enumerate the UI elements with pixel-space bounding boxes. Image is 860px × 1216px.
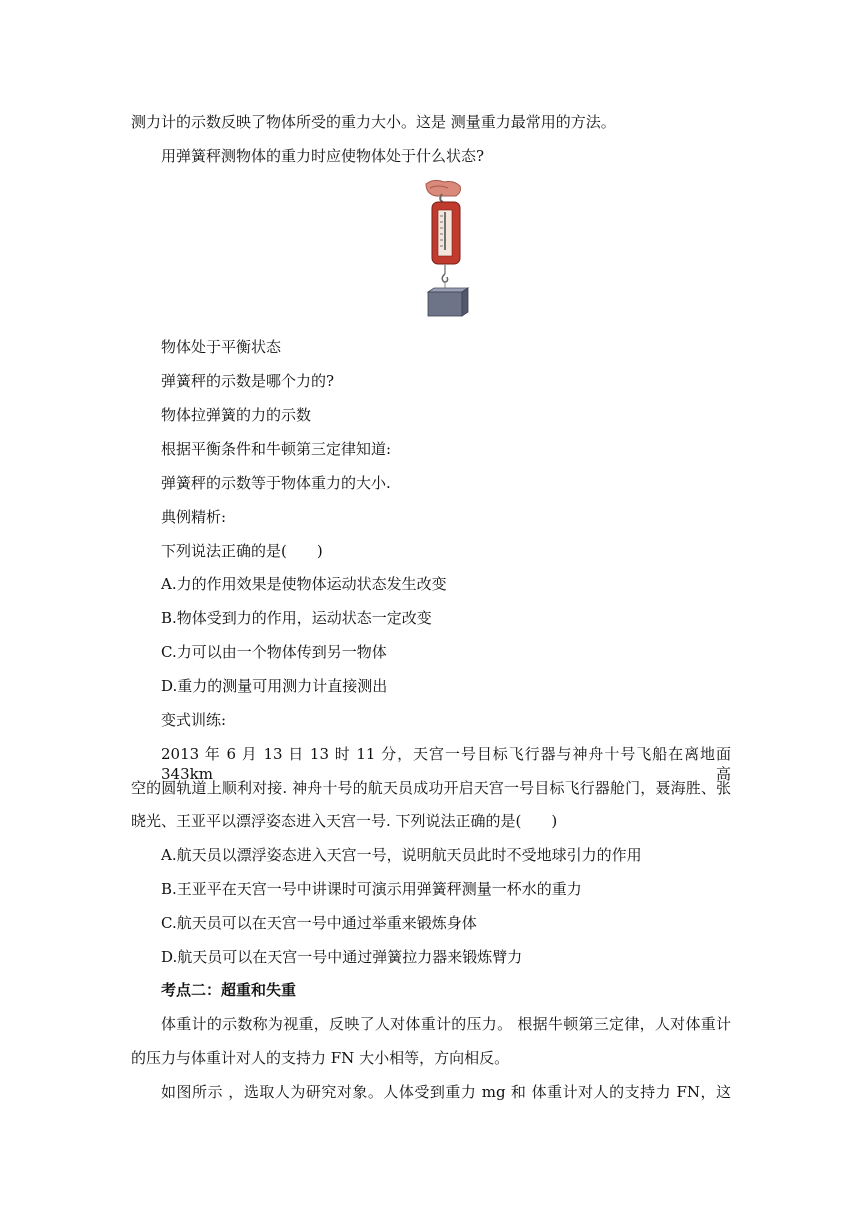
section-label: 变式训练: [161,711,227,729]
option-a: A.力的作用效果是使物体运动状态发生改变 [161,575,447,593]
option-c: C.航天员可以在天宫一号中通过举重来锻炼身体 [161,914,477,932]
paragraph-line: 如图所示 ，选取人为研究对象。人体受到重力 mg 和 体重计对人的支持力 FN，这 [161,1083,731,1101]
option-c: C.力可以由一个物体传到另一物体 [161,643,387,661]
spring-scale-figure [414,178,478,318]
paragraph-line: 测力计的示数反映了物体所受的重力大小。这是 测量重力最常用的方法。 [131,113,616,131]
option-b: B.物体受到力的作用，运动状态一定改变 [161,609,432,627]
question-stem: 下列说法正确的是( ) [161,542,323,560]
paragraph-line: 的压力与体重计对人的支持力 FN 大小相等，方向相反。 [131,1049,510,1067]
question-stem: 晓光、王亚平以漂浮姿态进入天宫一号. 下列说法正确的是( ) [131,812,558,830]
answer-line: 物体拉弹簧的力的示数 [161,406,312,424]
section-label: 典例精析: [161,508,227,526]
question-line: 用弹簧秤测物体的重力时应使物体处于什么状态? [161,147,485,165]
paragraph-line: 根据平衡条件和牛顿第三定律知道: [161,440,392,458]
question-stem: 空的圆轨道上顺利对接. 神舟十号的航天员成功开启天宫一号目标飞行器舱门，聂海胜、张 [131,779,731,797]
option-d: D.重力的测量可用测力计直接测出 [161,677,388,695]
answer-line: 物体处于平衡状态 [161,338,282,356]
option-a: A.航天员以漂浮姿态进入天宫一号，说明航天员此时不受地球引力的作用 [161,846,642,864]
paragraph-line: 弹簧秤的示数等于物体重力的大小. [161,474,391,492]
paragraph-line: 体重计的示数称为视重，反映了人对体重计的压力。 根据牛顿第三定律，人对体重计 [161,1015,731,1033]
option-d: D.航天员可以在天宫一号中通过弹簧拉力器来锻炼臂力 [161,948,523,966]
question-stem: 2013 年 6 月 13 日 13 时 11 分，天宫一号目标飞行器与神舟十号飞船在离地面 343km 高 [161,745,731,783]
section-heading: 考点二：超重和失重 [161,981,297,999]
option-b: B.王亚平在天宫一号中讲课时可演示用弹簧秤测量一杯水的重力 [161,880,582,898]
question-line: 弹簧秤的示数是哪个力的? [161,372,335,390]
